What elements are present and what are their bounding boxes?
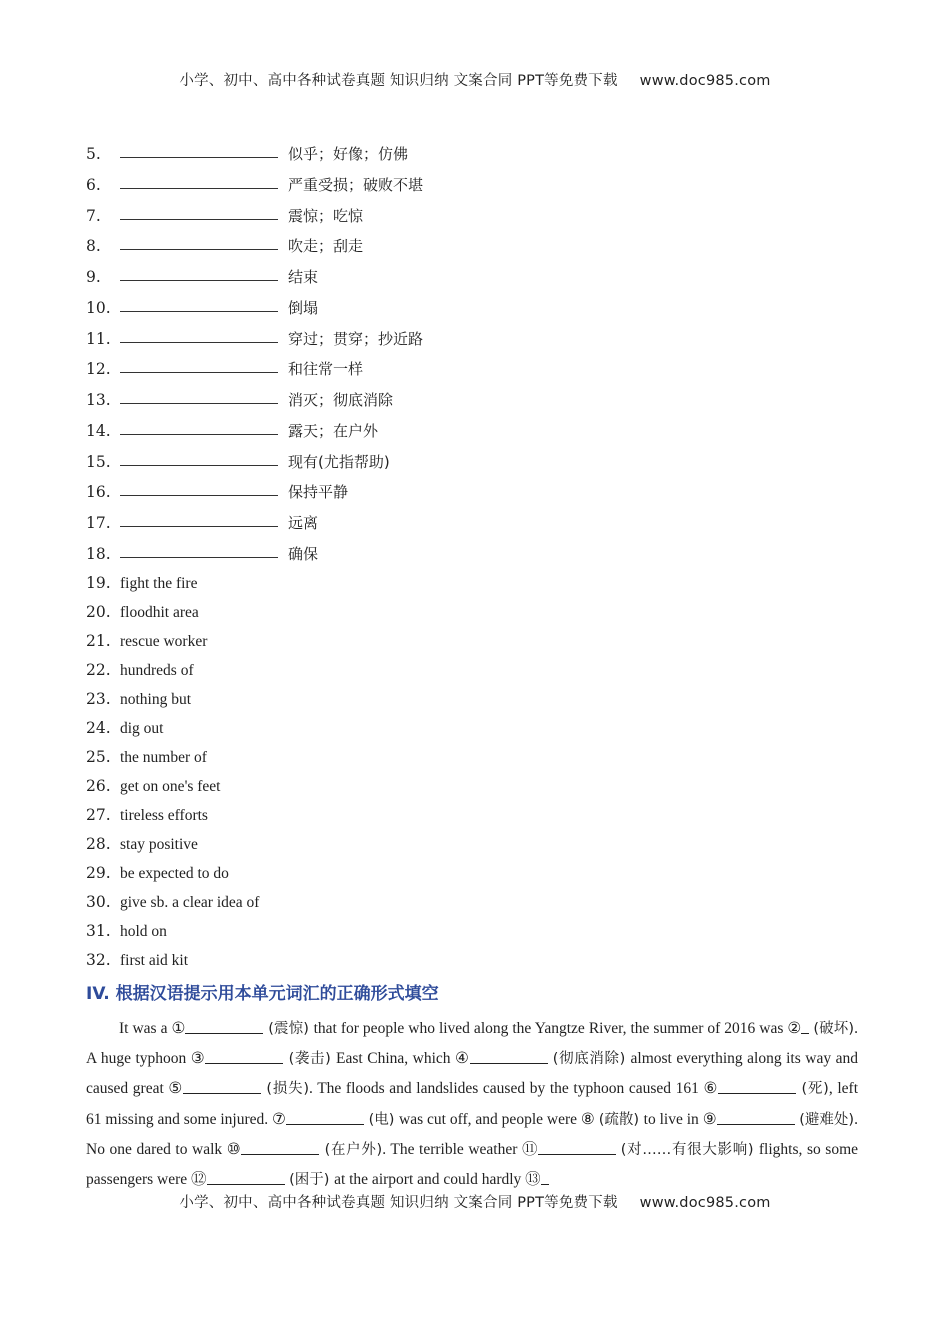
answer-blank[interactable] [120, 357, 278, 373]
answer-blank[interactable] [120, 388, 278, 404]
phrase-item [86, 601, 199, 623]
phrase-item [86, 920, 167, 942]
answer-blank[interactable] [717, 1110, 795, 1125]
item-number: 32. [86, 951, 111, 969]
header-site: www.doc985.com [639, 73, 771, 89]
answer-blank[interactable] [120, 265, 278, 281]
phrase-item [86, 450, 390, 472]
item-number: 6. [86, 175, 101, 194]
answer-blank[interactable] [185, 1019, 263, 1034]
phrase-item [86, 327, 423, 349]
item-meaning: 消灭；彻底消除 [288, 391, 394, 409]
item-number: 15. [86, 452, 111, 471]
phrase-item [86, 804, 208, 826]
item-number: 25. [86, 748, 111, 766]
answer-blank[interactable] [286, 1110, 364, 1125]
answer-blank[interactable] [801, 1019, 809, 1034]
answer-blank[interactable] [120, 142, 278, 158]
item-number: 29. [86, 864, 111, 882]
passage-hint: (对……有很大影响) [620, 1141, 759, 1158]
item-meaning: 倒塌 [288, 298, 319, 317]
item-phrase: be expected to do [120, 865, 229, 882]
answer-blank[interactable] [538, 1140, 616, 1155]
item-phrase: dig out [120, 720, 164, 737]
passage-text: . No one dared to walk ⑩ [86, 1110, 858, 1158]
footer-text: 小学、初中、高中各种试卷真题 知识归纳 文案合同 PPT等免费下载 [179, 1195, 618, 1211]
item-phrase: tireless efforts [120, 807, 208, 824]
item-phrase: first aid kit [120, 952, 189, 969]
page-footer [0, 1191, 950, 1212]
passage-text: flights, so some passengers were ⑫ [86, 1140, 859, 1189]
header-text: 小学、初中、高中各种试卷真题 知识归纳 文案合同 PPT等免费下载 [179, 73, 618, 89]
item-meaning: 似乎；好像；仿佛 [288, 145, 409, 163]
answer-blank[interactable] [120, 511, 278, 527]
item-meaning: 露天；在户外 [288, 421, 379, 440]
passage-text: . A huge typhoon ③ [86, 1020, 858, 1068]
item-number: 22. [86, 661, 111, 679]
phrase-item [86, 542, 318, 564]
passage-text: at the airport and could hardly ⑬ [334, 1171, 541, 1189]
passage-hint: (在户外) [319, 1141, 383, 1158]
phrase-item [86, 572, 197, 594]
item-number: 24. [86, 719, 111, 737]
answer-blank[interactable] [120, 450, 278, 466]
item-number: 20. [86, 603, 111, 621]
answer-blank[interactable] [120, 296, 278, 312]
phrase-item [86, 265, 318, 287]
phrase-item [86, 862, 229, 884]
item-phrase: get on one's feet [120, 778, 221, 795]
phrase-item [86, 775, 221, 797]
item-meaning: 远离 [288, 514, 319, 532]
answer-blank[interactable] [718, 1079, 796, 1094]
item-meaning: 保持平静 [288, 483, 349, 502]
item-number: 8. [86, 237, 101, 256]
phrase-item [86, 296, 318, 318]
item-number: 21. [86, 632, 111, 650]
item-number: 10. [86, 298, 111, 317]
passage-text: to live in ⑨ [643, 1110, 717, 1128]
item-meaning: 严重受损；破败不堪 [288, 175, 424, 194]
item-meaning: 和往常一样 [288, 360, 364, 379]
item-number: 31. [86, 922, 111, 940]
item-meaning: 穿过；贯穿；抄近路 [288, 329, 424, 348]
answer-blank[interactable] [541, 1170, 549, 1185]
item-meaning: 结束 [288, 268, 319, 286]
item-meaning: 确保 [288, 544, 319, 563]
phrase-item [86, 659, 194, 681]
passage-text: . The floods and landslides caused by the typhoon caused 161 ⑥ [308, 1080, 719, 1098]
passage-text: East China, which ④ [336, 1050, 470, 1068]
phrase-item [86, 511, 318, 533]
item-number: 14. [86, 421, 111, 440]
passage-hint: (震惊) [263, 1021, 314, 1037]
answer-blank[interactable] [207, 1170, 285, 1185]
item-number: 17. [86, 514, 111, 532]
answer-blank[interactable] [241, 1140, 319, 1155]
item-meaning: 吹走；刮走 [288, 237, 364, 256]
item-number: 11. [86, 329, 111, 348]
answer-blank[interactable] [120, 542, 278, 558]
phrase-item [86, 419, 378, 441]
footer-site: www.doc985.com [639, 1195, 771, 1211]
page-header [0, 69, 950, 90]
passage-hint: (损失) [261, 1081, 309, 1098]
phrase-item [86, 480, 348, 502]
passage-hint: (死) [796, 1081, 829, 1098]
answer-blank[interactable] [120, 327, 278, 343]
item-number: 12. [86, 360, 111, 379]
item-phrase: floodhit area [120, 604, 199, 621]
item-phrase: give sb. a clear idea of [120, 894, 260, 911]
answer-blank[interactable] [470, 1049, 548, 1064]
item-meaning: 现有(尤指帮助) [288, 452, 390, 471]
item-number: 5. [86, 145, 101, 163]
passage-hint: (彻底消除) [547, 1051, 631, 1068]
item-number: 9. [86, 268, 101, 286]
answer-blank[interactable] [120, 204, 278, 220]
passage-hint: (袭击) [283, 1051, 337, 1068]
answer-blank[interactable] [120, 234, 278, 250]
phrase-item [86, 717, 164, 739]
phrase-item [86, 204, 363, 226]
phrase-item [86, 357, 363, 379]
item-number: 7. [86, 206, 101, 225]
passage-text: . The terrible weather ⑪ [382, 1140, 539, 1158]
item-number: 23. [86, 690, 111, 708]
phrase-item [86, 173, 423, 195]
item-number: 13. [86, 391, 111, 409]
passage-hint: (避难处) [794, 1111, 855, 1128]
item-number: 28. [86, 835, 111, 853]
item-number: 26. [86, 777, 111, 795]
item-phrase: rescue worker [120, 633, 208, 650]
item-phrase: the number of [120, 749, 207, 766]
phrase-item [86, 949, 188, 971]
answer-blank[interactable] [183, 1079, 261, 1094]
answer-blank[interactable] [120, 480, 278, 496]
passage-text: that for people who lived along the Yangtze River, the summer of 2016 was ② [313, 1020, 802, 1037]
passage-hint: (疏散) [598, 1111, 644, 1128]
phrase-item [86, 746, 207, 768]
passage-text: It was a ① [119, 1020, 186, 1037]
passage-text: was cut off, and people were ⑧ [399, 1110, 599, 1128]
item-phrase: nothing but [120, 691, 192, 708]
item-phrase: hundreds of [120, 662, 194, 679]
phrase-item [86, 630, 207, 652]
section-title: IV. 根据汉语提示用本单元词汇的正确形式填空 [86, 984, 439, 1004]
item-phrase: stay positive [120, 836, 198, 853]
passage-text: almost everything along its way and caused great ⑤ [86, 1050, 858, 1098]
phrase-item [86, 891, 259, 913]
item-meaning: 震惊；吃惊 [288, 206, 364, 225]
phrase-item [86, 388, 393, 410]
passage-text: , left 61 missing and some injured. ⑦ [86, 1080, 858, 1128]
phrase-item [86, 142, 408, 164]
item-phrase: hold on [120, 923, 167, 940]
answer-blank[interactable] [120, 173, 278, 189]
phrase-item [86, 688, 191, 710]
item-phrase: fight the fire [120, 575, 198, 592]
item-number: 18. [86, 544, 111, 563]
item-number: 27. [86, 806, 111, 824]
cloze-passage [86, 1014, 858, 1195]
answer-blank[interactable] [120, 419, 278, 435]
phrase-item [86, 234, 363, 256]
item-number: 30. [86, 893, 111, 911]
passage-hint: (困于) [284, 1172, 335, 1189]
item-number: 19. [86, 574, 111, 592]
passage-hint: (破坏) [813, 1021, 855, 1037]
passage-hint: (电) [363, 1111, 400, 1128]
phrase-item [86, 833, 198, 855]
item-number: 16. [86, 483, 111, 502]
answer-blank[interactable] [205, 1049, 283, 1064]
